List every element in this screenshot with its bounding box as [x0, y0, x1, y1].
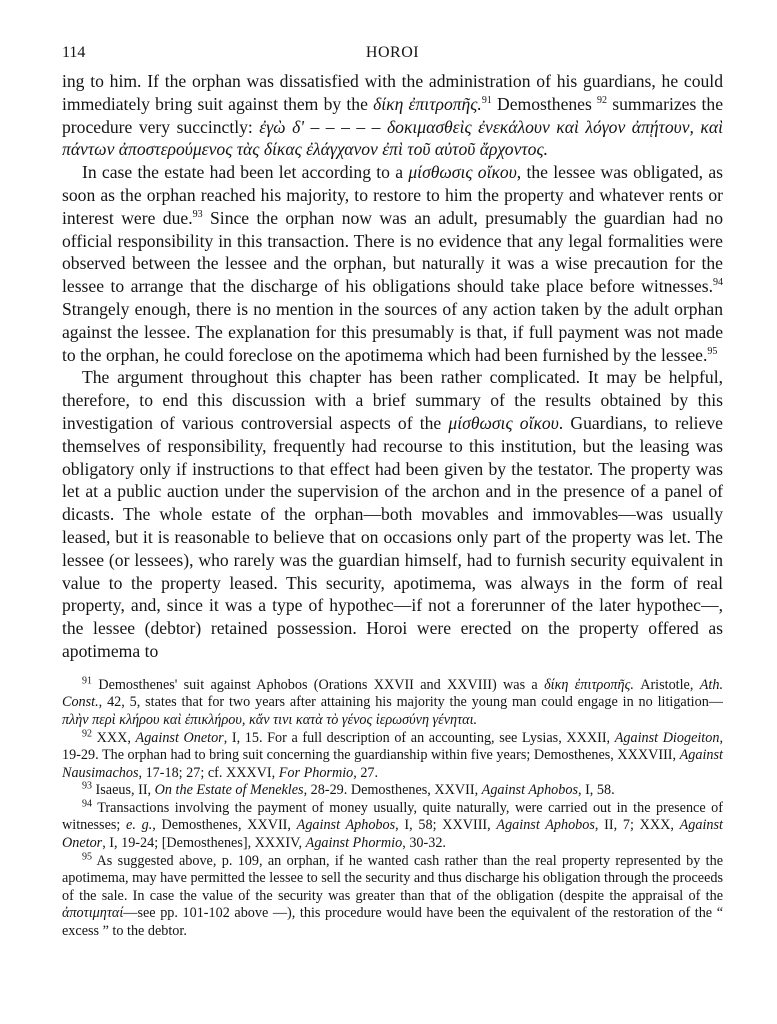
- running-head: [62, 40, 723, 70]
- text-span: —see pp. 101-102 above —), this procedure would have been the equivalent of the restoration of the “ excess ” to the debtor.: [62, 905, 723, 940]
- text-span: , I, 58.: [577, 782, 615, 799]
- text-span: , Demosthenes, XXVII,: [152, 817, 297, 834]
- greek-term: μίσθωσις οἴκου: [408, 162, 517, 183]
- footnote-95: [62, 850, 723, 941]
- footnote-ref: 95: [707, 345, 718, 357]
- text-span: Since the orphan now was an adult, presumably the guardian had no official responsibility in this transaction. There is no evidence that any legal formalities were observed between the lessee and the orphan, but naturally it was a wise precaution for the lessee to arrange that the discharge of his obligations should take place before witnesses.: [62, 207, 723, 297]
- text-span: , I, 19-24; [Demosthenes], XXXIV,: [102, 835, 306, 852]
- main-text: [62, 70, 723, 663]
- footnote-ref: 92: [597, 94, 608, 106]
- footnote-93: [62, 782, 723, 800]
- text-span: Strangely enough, there is no mention in the sources of any action taken by the adult orphan against the lessee. The explanation for this presumably is that, if full payment was not made to the orphan, he could foreclose on the apotimema which had been furnished by the lessee.: [62, 298, 723, 365]
- text-span: The argument throughout this chapter has been rather complicated. It may be helpful, therefore, to end this discussion with a brief summary of the results obtained by this investigation of various controversial aspects of the: [62, 367, 723, 433]
- text-span: , I, 15. For a full description of an accounting, see Lysias, XXXII,: [223, 729, 615, 746]
- text-span: , 30-32.: [402, 835, 446, 852]
- text-span: , 17-18; 27; cf. XXXVI,: [138, 764, 279, 781]
- abbreviation: e. g.: [126, 817, 153, 834]
- text-span: , the lessee was obligated, as soon as the orphan reached his majority, to restore to him the property and whatever rents or interest were due.: [62, 162, 723, 228]
- running-title: HOROI: [365, 44, 420, 61]
- footnotes: [62, 674, 723, 941]
- page-number: 114: [62, 44, 86, 61]
- work-title: Against Aphobos: [481, 782, 578, 799]
- text-span: , 27.: [353, 764, 379, 781]
- work-title: On the Estate of Menekles: [154, 782, 304, 799]
- paragraph-2: [62, 161, 723, 366]
- text-span: , II, 7; XXX,: [594, 817, 680, 834]
- text-span: Aristotle,: [633, 676, 700, 693]
- text-span: Transactions involving the payment of money usually, quite naturally, were carried out in the presence of witnesses;: [62, 799, 723, 834]
- work-title: For Phormio: [278, 764, 354, 781]
- text-span: Isaeus, II,: [92, 782, 155, 799]
- footnote-number: 95: [82, 850, 92, 862]
- footnote-number: 93: [82, 780, 92, 792]
- work-title: Against Phormio: [305, 835, 403, 852]
- text-span: , 28-29. Demosthenes, XXVII,: [303, 782, 482, 799]
- work-title: Against Onetor: [135, 729, 224, 746]
- work-title: Against Nausimachos: [62, 747, 723, 781]
- greek-term: μίσθωσις οἴκου: [448, 412, 559, 433]
- footnote-ref: 91: [481, 94, 492, 106]
- footnote-ref: 94: [713, 277, 723, 289]
- footnote-92: [62, 727, 723, 783]
- footnote-number: 92: [82, 727, 92, 739]
- text-span: , I, 58; XXVIII,: [395, 817, 497, 834]
- greek-term: δίκη ἐπιτροπῆς.: [544, 676, 634, 693]
- footnote-number: 91: [82, 674, 92, 686]
- text-span: , 42, 5, states that for two years after attaining his majority the young man could engage in no litigation—: [98, 694, 723, 711]
- work-title: Against Onetor: [62, 817, 723, 852]
- text-span: Demosthenes' suit against Aphobos (Orations XXVII and XXVIII) was a: [92, 676, 545, 693]
- text-span: ing to him. If the orphan was dissatisfied with the administration of his guardians, he could immediately bring suit against them by the: [62, 71, 723, 114]
- footnote-91: [62, 674, 723, 730]
- paragraph-1: [62, 70, 723, 161]
- text-span: XXX,: [92, 729, 136, 746]
- text-span: As suggested above, p. 109, an orphan, if he wanted cash rather than the real property represented by the apotimema, may have permitted the lessee to sell the security and thus discharge his obligation through the proceeds of the sale. In case the value of the security was greater than that of the obligation (despite the appraisal of the: [62, 852, 723, 904]
- work-title: Against Aphobos: [496, 817, 595, 834]
- paragraph-3: [62, 366, 723, 662]
- footnote-ref: 93: [192, 208, 203, 220]
- footnote-94: [62, 800, 723, 853]
- greek-quotation: ἐγὼ δ' – – – – – δοκιμασθεὶς ἐνεκάλουν καὶ λόγον ἀπῄτουν, καὶ πάντων ἀποστερούμενος τὰς δίκας ἐλάγχανον ἐπὶ τοῦ αὐτοῦ ἄρχοντος.: [62, 116, 723, 160]
- text-span: Demosthenes: [491, 93, 598, 114]
- greek-term: δίκη ἐπιτροπῆς.: [373, 93, 482, 114]
- text-span: , 19-29. The orphan had to bring suit concerning the guardianship within five years; Demosthenes, XXXVIII,: [62, 729, 723, 764]
- greek-term: ἀποτιμηταί: [62, 905, 124, 922]
- text-span: summarizes the procedure very succinctly:: [62, 93, 724, 137]
- work-title: Against Aphobos: [296, 817, 396, 834]
- work-title: Ath. Const.: [62, 676, 723, 711]
- text-span: . Guardians, to relieve themselves of responsibility, frequently had recourse to this institution, but the leasing was obligatory only if instructions to that effect had been given by the testator. The property was let at a public auction under the supervision of the archon and in the presence of a panel of dicasts. The whole estate of the orphan—both movables and immovables—was usually leased, but it is reasonable to believe that on occasions only part of the property was let. The lessee (or lessees), who rarely was the guardian himself, had to furnish security equivalent in value to the property leased. This security, apotimema, was always in the form of real property, and, since it was a type of hypothec—if not a forerunner of the later hypothec—, the lessee (debtor) retained possession. Horoi were erected on the property offered as apotimema to: [62, 412, 723, 661]
- footnote-number: 94: [82, 798, 92, 810]
- greek-quotation: πλὴν περὶ κλήρου καὶ ἐπικλήρου, κἄν τινι κατὰ τὸ γένος ἱερωσύνη γένηται.: [62, 711, 478, 728]
- work-title: Against Diogeiton: [614, 729, 720, 746]
- text-span: In case the estate had been let according to a: [82, 162, 409, 183]
